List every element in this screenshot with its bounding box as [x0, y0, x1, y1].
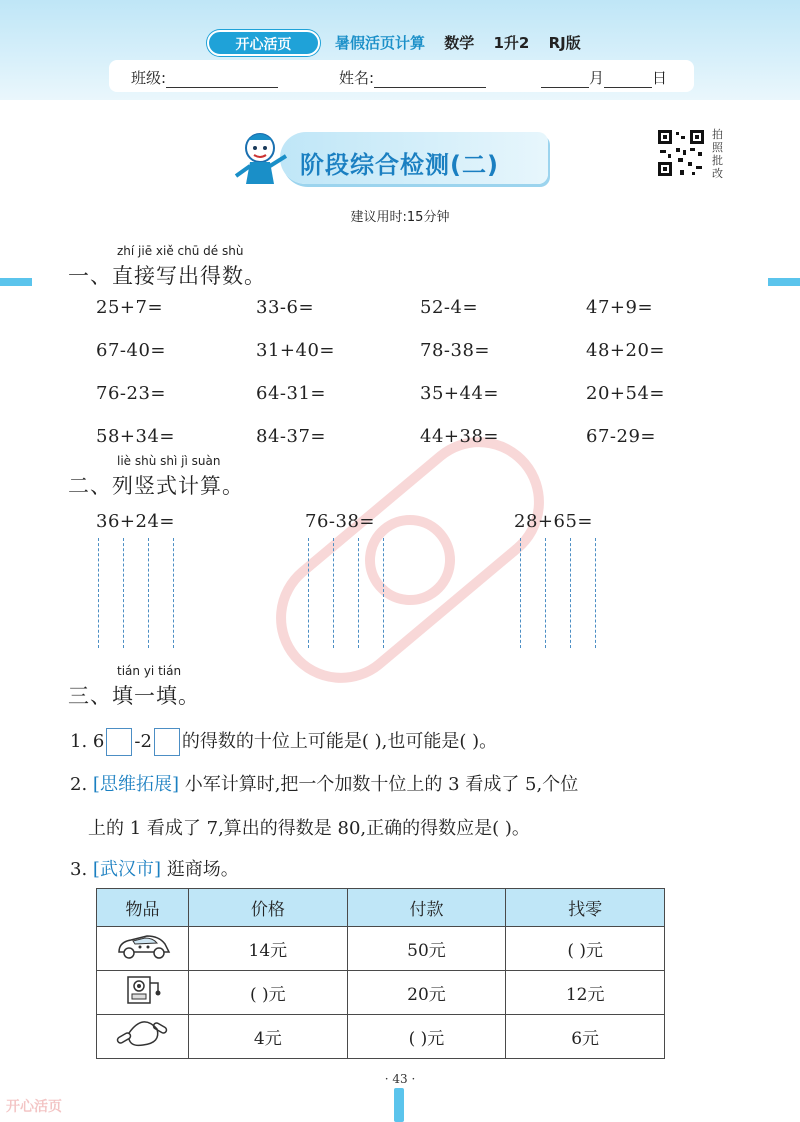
price-cell[interactable]: ( )元	[189, 971, 348, 1015]
item-cell	[97, 1015, 189, 1059]
equation: 64-31=	[256, 383, 326, 404]
work-guide	[333, 538, 334, 648]
qr-code-icon[interactable]	[656, 128, 706, 178]
work-guide	[520, 538, 521, 648]
table-row	[97, 927, 665, 971]
vertical-problem: 28+65=	[514, 511, 593, 532]
equation: 48+20=	[586, 340, 665, 361]
equation: 20+54=	[586, 383, 665, 404]
pencil-sharpener-icon	[118, 973, 168, 1007]
section3-heading: 三、填一填。	[68, 684, 200, 708]
change-cell[interactable]: ( )元	[506, 927, 665, 971]
item-cell	[97, 927, 189, 971]
question-number: 3.	[70, 859, 88, 880]
question-number: 1.	[70, 731, 88, 752]
answer-box[interactable]	[154, 728, 180, 756]
paid-cell: 50元	[347, 927, 506, 971]
equation: 35+44=	[420, 383, 499, 404]
question-number: 2.	[70, 774, 88, 795]
work-guide	[123, 538, 124, 648]
grade: 1升2	[493, 34, 530, 52]
work-guide	[595, 538, 596, 648]
subject: 数学	[444, 34, 475, 52]
item-cell	[97, 971, 189, 1015]
shopping-table	[96, 888, 665, 1059]
question-text: 小军计算时,把一个加数十位上的 3 看成了 5,个位	[184, 774, 579, 795]
section2-pinyin: liè shù shì jì suàn	[117, 454, 221, 468]
class-field[interactable]	[131, 67, 278, 88]
work-guide	[98, 538, 99, 648]
series-name: 暑假活页计算	[335, 34, 426, 52]
suggested-time: 建议用时:15分钟	[350, 210, 450, 225]
column-header: 付款	[347, 889, 506, 927]
month-label: 月	[589, 69, 605, 87]
digit: 6	[92, 731, 105, 752]
change-cell: 6元	[506, 1015, 665, 1059]
equation: 33-6=	[256, 297, 315, 318]
equation: 44+38=	[420, 426, 499, 447]
qr-label: 拍照批改	[712, 128, 723, 180]
mascot-icon	[228, 126, 292, 190]
day-label: 日	[652, 69, 668, 87]
price-cell: 14元	[189, 927, 348, 971]
section1-heading: 一、直接写出得数。	[68, 264, 266, 288]
equation: 31+40=	[256, 340, 335, 361]
section3-pinyin: tián yi tián	[117, 664, 182, 678]
work-guide	[358, 538, 359, 648]
change-cell: 12元	[506, 971, 665, 1015]
equation: 78-38=	[420, 340, 490, 361]
vertical-problem: 76-38=	[305, 511, 375, 532]
work-guide	[148, 538, 149, 648]
equation: 76-23=	[96, 383, 166, 404]
column-header: 物品	[97, 889, 189, 927]
answer-box[interactable]	[106, 728, 132, 756]
question-text: 的得数的十位上可能是( ),也可能是( )。	[181, 731, 498, 752]
jump-rope-icon	[113, 1017, 173, 1051]
question-tag: [思维拓展]	[92, 774, 179, 795]
equation: 25+7=	[96, 297, 164, 318]
side-tab-left	[0, 278, 32, 286]
section2-heading: 二、列竖式计算。	[68, 474, 244, 498]
question-text: 逛商场。	[166, 859, 239, 880]
equation: 47+9=	[586, 297, 654, 318]
name-label: 姓名:	[339, 69, 375, 87]
work-guide	[173, 538, 174, 648]
equation: 67-29=	[586, 426, 656, 447]
side-tab-right	[768, 278, 800, 286]
equation: 52-4=	[420, 297, 479, 318]
paid-cell[interactable]: ( )元	[347, 1015, 506, 1059]
date-field[interactable]	[541, 67, 667, 88]
work-guide	[545, 538, 546, 648]
page-title: 阶段综合检测(二)	[300, 151, 499, 179]
column-header: 价格	[189, 889, 348, 927]
table-header-row	[97, 889, 665, 927]
edition: RJ版	[548, 34, 581, 52]
brand-logo: 开心活页	[207, 30, 320, 56]
name-field[interactable]	[339, 67, 486, 88]
question-3	[70, 855, 239, 881]
info-bar	[109, 60, 694, 92]
column-header: 找零	[506, 889, 665, 927]
paid-cell: 20元	[347, 971, 506, 1015]
page-number: · 43 ·	[384, 1072, 416, 1086]
car-toy-icon	[113, 930, 173, 962]
question-2-line2: 上的 1 看成了 7,算出的得数是 80,正确的得数应是( )。	[88, 818, 530, 839]
page-tab	[394, 1088, 404, 1122]
equation: 67-40=	[96, 340, 166, 361]
work-guide	[570, 538, 571, 648]
work-guide	[308, 538, 309, 648]
question-tag: [武汉市]	[92, 859, 161, 880]
header-title	[335, 32, 595, 53]
equation: 84-37=	[256, 426, 326, 447]
table-row	[97, 1015, 665, 1059]
operator: -2	[134, 731, 152, 752]
equation: 58+34=	[96, 426, 175, 447]
work-guide	[383, 538, 384, 648]
footer-logo: 开心活页	[6, 1099, 62, 1115]
price-cell: 4元	[189, 1015, 348, 1059]
question-1	[70, 727, 497, 756]
class-label: 班级:	[131, 69, 167, 87]
table-row	[97, 971, 665, 1015]
section1-pinyin: zhí jiē xiě chū dé shù	[117, 244, 244, 258]
question-2	[70, 770, 578, 796]
vertical-problem: 36+24=	[96, 511, 175, 532]
